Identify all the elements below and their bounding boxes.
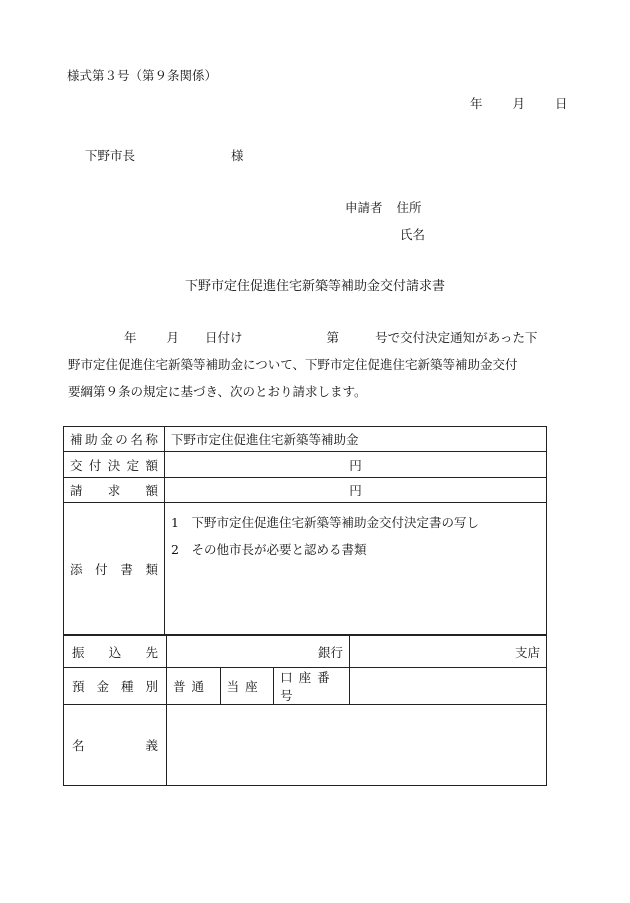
request-body xyxy=(68,324,580,405)
applicant-name: 氏名 xyxy=(400,227,426,242)
body-year: 年 xyxy=(124,330,137,345)
date-month: 月 xyxy=(512,96,526,111)
attachment-item: 2 その他市長が必要と認める書類 xyxy=(171,542,367,557)
table-row xyxy=(64,478,547,503)
holder-name-field[interactable] xyxy=(167,705,547,786)
table-row xyxy=(64,705,547,786)
bank-name-field[interactable]: 銀行 xyxy=(167,636,350,668)
request-amount-label: 請求額 xyxy=(64,478,165,503)
attachments-list xyxy=(165,503,547,635)
transfer-label: 振込先 xyxy=(64,636,167,668)
body-rest: 号で交付決定通知があった下 xyxy=(375,330,538,345)
addressee-name: 下野市長 xyxy=(85,148,136,163)
body-line-1 xyxy=(68,324,580,351)
table-row xyxy=(64,452,547,478)
request-amount-field[interactable]: 円 xyxy=(165,478,547,503)
holder-label: 名義 xyxy=(64,705,167,786)
date-day: 日 xyxy=(555,96,568,111)
address-label: 住所 xyxy=(396,200,422,215)
body-line-2: 野市定住促進住宅新築等補助金について、下野市定住促進住宅新築等補助金交付 xyxy=(68,357,518,372)
table-row xyxy=(64,503,547,635)
current-option[interactable]: 当座 xyxy=(220,668,274,705)
table-row xyxy=(64,668,547,705)
deposit-type-label: 預金種別 xyxy=(64,668,167,705)
subsidy-table xyxy=(63,426,547,635)
applicant-label: 申請者 xyxy=(345,200,383,215)
account-number-label: 口座番号 xyxy=(274,668,350,705)
decision-amount-field[interactable]: 円 xyxy=(165,452,547,478)
table-row xyxy=(64,427,547,452)
form-number: 様式第３号（第９条関係） xyxy=(67,68,218,83)
addressee xyxy=(85,146,244,164)
body-line-3: 要綱第９条の規定に基づき、次のとおり請求します。 xyxy=(68,384,367,399)
document-title: 下野市定住促進住宅新築等補助金交付請求書 xyxy=(184,279,445,294)
bank-table xyxy=(63,635,547,786)
body-month: 月 xyxy=(166,330,180,345)
date-year: 年 xyxy=(470,96,483,111)
subsidy-name-label: 補助金の名称 xyxy=(64,427,165,452)
decision-amount-label: 交付決定額 xyxy=(64,452,165,478)
subsidy-name-value: 下野市定住促進住宅新築等補助金 xyxy=(165,427,547,452)
body-dated: 日付け xyxy=(205,330,243,345)
body-no: 第 xyxy=(326,330,340,345)
ordinary-option[interactable]: 普通 xyxy=(167,668,221,705)
attachment-item: 1 下野市定住促進住宅新築等補助金交付決定書の写し xyxy=(171,515,479,530)
account-number-field[interactable] xyxy=(350,668,547,705)
table-row xyxy=(64,636,547,668)
attachments-label: 添付書類 xyxy=(64,503,165,635)
addressee-honorific: 様 xyxy=(231,148,244,163)
applicant-address xyxy=(345,198,422,216)
branch-name-field[interactable]: 支店 xyxy=(350,636,547,668)
date-line xyxy=(470,94,568,112)
